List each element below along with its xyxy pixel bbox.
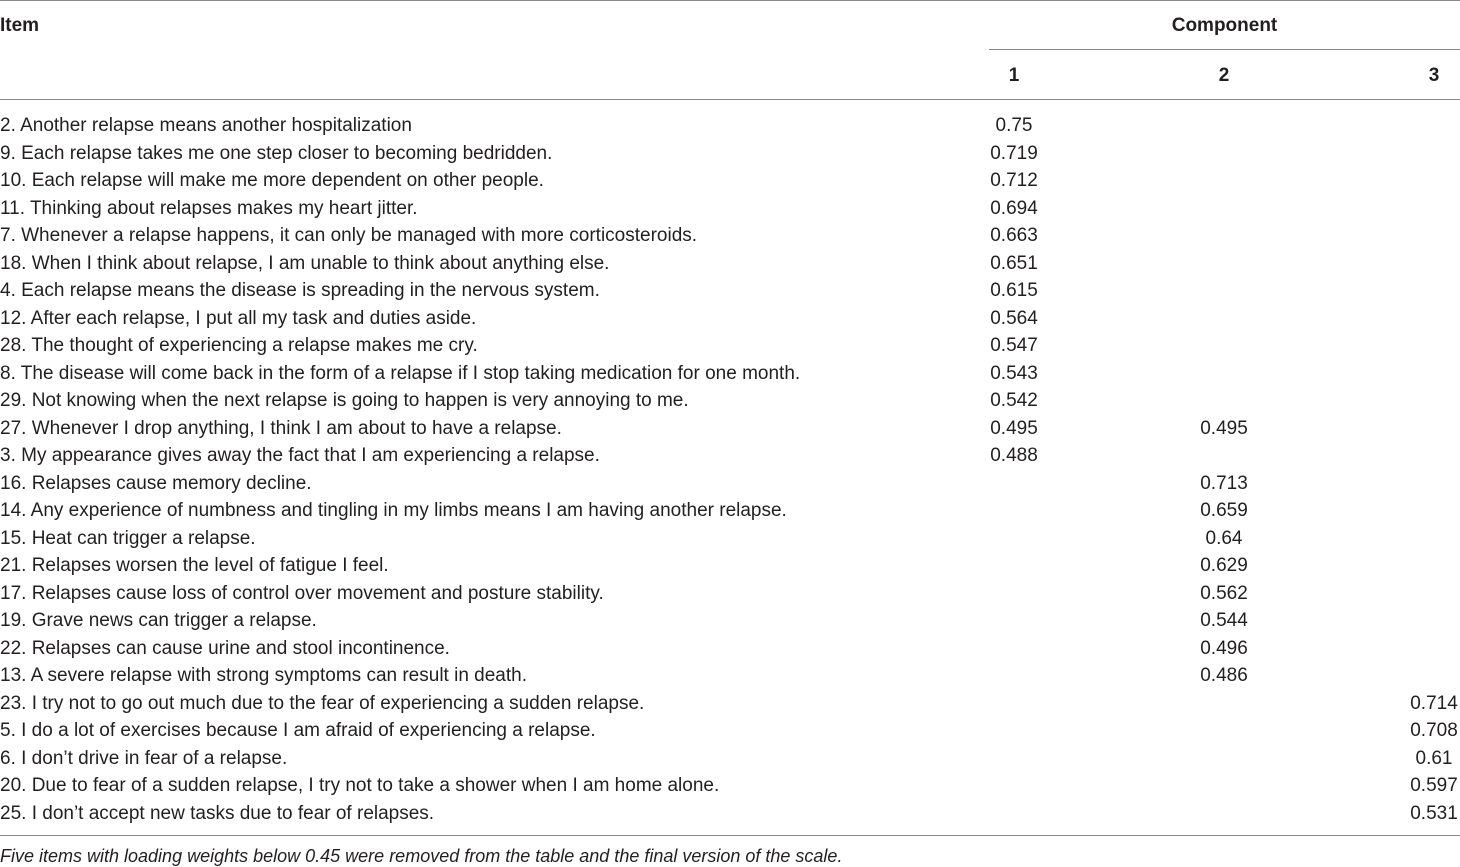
component-1-loading: 0.488 (990, 445, 1038, 466)
table-row (0, 387, 1460, 415)
item-text: 17. Relapses cause loss of control over movement and posture stability. (0, 582, 604, 604)
item-text: 12. After each relapse, I put all my task and duties aside. (0, 307, 477, 329)
component-3-loading: 0.714 (1410, 692, 1458, 714)
item-text: 25. I don’t accept new tasks due to fear of relapses. (0, 802, 435, 824)
table-row (0, 305, 1460, 333)
component-1-loading: 0.712 (990, 170, 1038, 191)
table-row (0, 552, 1460, 580)
item-text: 6. I don’t drive in fear of a relapse. (0, 747, 288, 769)
top-rule (0, 0, 1460, 1)
item-text: 14. Any experience of numbness and tingling in my limbs means I am having another relapse. (0, 500, 787, 521)
component-1-loading: 0.547 (990, 335, 1038, 356)
component-1-loading: 0.694 (990, 197, 1038, 219)
table-row (0, 525, 1460, 553)
table-row (0, 772, 1460, 800)
component-1-loading: 0.651 (990, 252, 1038, 274)
item-text: 13. A severe relapse with strong symptoms can result in death. (0, 665, 527, 686)
component-2-header: 2 (1218, 65, 1230, 86)
table-row (0, 800, 1460, 828)
item-text: 19. Grave news can trigger a relapse. (0, 610, 317, 631)
table-row (0, 195, 1460, 223)
item-text: 21. Relapses worsen the level of fatigue I feel. (0, 555, 389, 576)
item-text: 2. Another relapse means another hospitalization (0, 115, 412, 136)
table-row (0, 442, 1460, 470)
table-body (0, 112, 1460, 827)
item-text: 7. Whenever a relapse happens, it can only be managed with more corticosteroids. (0, 225, 698, 246)
component-3-loading: 0.708 (1410, 720, 1458, 741)
item-column-header: Item (0, 15, 40, 36)
component-2-loading: 0.486 (1200, 665, 1248, 686)
bottom-rule (0, 835, 1460, 836)
component-2-loading: 0.659 (1200, 500, 1248, 521)
table-row (0, 360, 1460, 388)
table-row (0, 250, 1460, 278)
component-2-loading: 0.496 (1200, 637, 1248, 659)
table-row (0, 580, 1460, 608)
item-text: 8. The disease will come back in the form of a relapse if I stop taking medication for one month. (0, 362, 801, 384)
component-2-loading: 0.562 (1200, 582, 1248, 604)
item-text: 9. Each relapse takes me one step closer to becoming bedridden. (0, 142, 553, 164)
table-row (0, 332, 1460, 360)
component-1-header: 1 (1008, 65, 1020, 86)
component-2-loading: 0.495 (1200, 417, 1248, 439)
component-1-loading: 0.495 (990, 417, 1038, 439)
component-1-loading: 0.564 (990, 307, 1038, 329)
table-row (0, 717, 1460, 745)
item-text: 10. Each relapse will make me more dependent on other people. (0, 170, 544, 191)
component-1-loading: 0.543 (990, 362, 1038, 384)
component-group-header: Component (1171, 15, 1278, 36)
component-3-loading: 0.531 (1410, 802, 1458, 824)
header-bottom-rule (0, 99, 1460, 100)
item-text: 29. Not knowing when the next relapse is going to happen is very annoying to me. (0, 390, 689, 411)
item-text: 5. I do a lot of exercises because I am afraid of experiencing a relapse. (0, 720, 596, 741)
item-text: 16. Relapses cause memory decline. (0, 472, 312, 494)
component-header-rule (989, 49, 1460, 50)
component-1-loading: 0.75 (995, 115, 1033, 136)
component-2-loading: 0.64 (1205, 527, 1243, 549)
component-2-loading: 0.713 (1200, 472, 1248, 494)
table-row (0, 607, 1460, 635)
table-row (0, 470, 1460, 498)
item-text: 22. Relapses can cause urine and stool incontinence. (0, 637, 450, 659)
component-1-loading: 0.663 (990, 225, 1038, 246)
item-text: 11. Thinking about relapses makes my heart jitter. (0, 197, 418, 219)
table-row (0, 662, 1460, 690)
component-3-header: 3 (1428, 65, 1440, 86)
component-2-loading: 0.544 (1200, 610, 1248, 631)
table-row (0, 745, 1460, 773)
table-row (0, 497, 1460, 525)
component-2-loading: 0.629 (1200, 555, 1248, 576)
table-row (0, 277, 1460, 305)
table-row (0, 635, 1460, 663)
component-1-loading: 0.615 (990, 280, 1038, 301)
component-1-loading: 0.719 (990, 142, 1038, 164)
item-text: 3. My appearance gives away the fact that I am experiencing a relapse. (0, 445, 600, 466)
table-row (0, 222, 1460, 250)
item-text: 28. The thought of experiencing a relapse makes me cry. (0, 335, 478, 356)
item-text: 27. Whenever I drop anything, I think I am about to have a relapse. (0, 417, 562, 439)
item-text: 20. Due to fear of a sudden relapse, I try not to take a shower when I am home alone. (0, 775, 720, 796)
table-row (0, 690, 1460, 718)
item-text: 23. I try not to go out much due to the fear of experiencing a sudden relapse. (0, 692, 645, 714)
component-3-loading: 0.61 (1415, 747, 1453, 769)
table-row (0, 415, 1460, 443)
item-text: 4. Each relapse means the disease is spreading in the nervous system. (0, 280, 600, 301)
table-row (0, 167, 1460, 195)
item-text: 18. When I think about relapse, I am unable to think about anything else. (0, 252, 610, 274)
table-row (0, 112, 1460, 140)
component-3-loading: 0.597 (1410, 775, 1458, 796)
component-1-loading: 0.542 (990, 390, 1038, 411)
table-footnote: Five items with loading weights below 0.45 were removed from the table and the final version of the scale. (0, 846, 843, 866)
table-row (0, 140, 1460, 168)
item-text: 15. Heat can trigger a relapse. (0, 527, 256, 549)
